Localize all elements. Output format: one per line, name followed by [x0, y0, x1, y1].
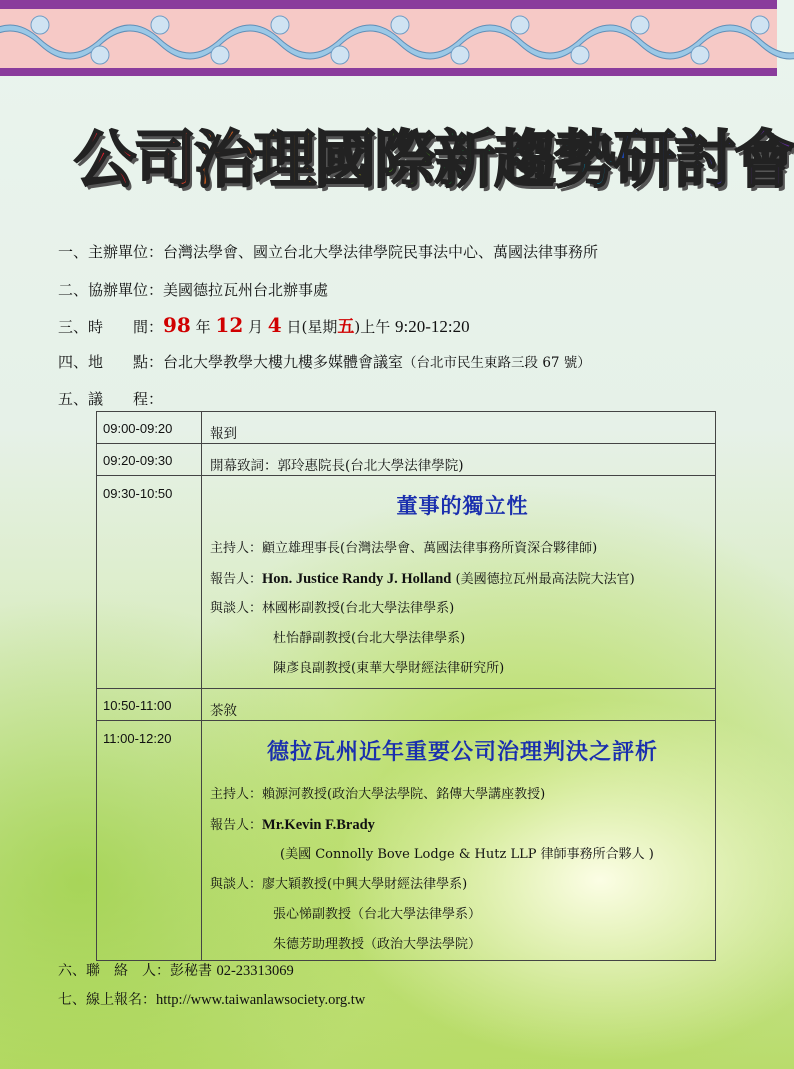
organizer-value: 台灣法學會、國立台北大學法律學院民事法中心、萬國法律事務所: [163, 243, 599, 261]
session-host: 主持人：賴源河教授(政治大學法學院、銘傳大學講座教授): [210, 787, 546, 802]
title-char: 國: [314, 122, 375, 196]
time-line: [58, 315, 470, 337]
time-day: 4: [267, 313, 282, 337]
coorganizer-label: 二、協辦單位：: [58, 281, 164, 299]
agenda-session: [202, 721, 716, 961]
session-panelist: 與談人：廖大穎教授(中興大學財經法律學系): [210, 877, 468, 892]
place-label: 四、地 點：: [58, 353, 164, 371]
agenda-table: [96, 411, 716, 961]
session-title: 董事的獨立性: [396, 493, 529, 518]
title-char: 司: [134, 122, 195, 196]
title-char: 討: [674, 122, 735, 196]
speaker-name: Mr.Kevin F.Brady: [262, 817, 375, 833]
coorganizer-line: [58, 280, 328, 300]
time-month: 12: [215, 313, 244, 337]
speaker-label: 報告人：: [210, 818, 263, 833]
time-range: 9:20-12:20: [394, 317, 470, 336]
session-title: 德拉瓦州近年重要公司治理判決之評析: [266, 739, 658, 765]
time-year-unit: 年: [190, 318, 216, 336]
agenda-row: [97, 476, 716, 689]
agenda-session: [202, 476, 716, 689]
banner-bottom-stripe: [0, 68, 777, 76]
agenda-row: [97, 412, 716, 444]
agenda-time: 11:00-12:20: [97, 721, 202, 961]
place-line: [58, 352, 591, 373]
banner-top-stripe: [0, 0, 777, 9]
agenda-time: 09:00-09:20: [97, 412, 202, 444]
session-panelist: 朱德芳助理教授（政治大學法學院）: [273, 937, 482, 952]
title-char: 治: [194, 122, 255, 196]
poster-title: [74, 104, 794, 204]
coorganizer-value: 美國德拉瓦州台北辦事處: [163, 281, 329, 299]
session-speaker: [210, 564, 715, 594]
organizer-label: 一、主辦單位：: [58, 243, 164, 261]
speaker-org: (美國 Connolly Bove Lodge & Hutz LLP 律師事務所合夥人 ): [280, 847, 654, 862]
speaker-org: (美國德拉瓦州最高法院大法官): [455, 572, 635, 587]
register-label: 七、線上報名：: [58, 992, 156, 1008]
title-char: 會: [734, 122, 794, 196]
title-char: 趨: [494, 122, 555, 196]
title-char: 新: [434, 122, 495, 196]
place-value: 台北大學教學大樓九樓多媒體會議室: [163, 353, 404, 371]
agenda-line: [58, 389, 163, 409]
agenda-desc: 開幕致詞：郭玲惠院長(台北大學法律學院): [202, 444, 716, 476]
session-panelist: 杜怡靜副教授(台北大學法律學系): [273, 631, 466, 646]
time-label: 三、時 間：: [58, 318, 164, 336]
register-line: [58, 989, 365, 1009]
title-char: 公: [74, 122, 135, 196]
session-panelist: 張心悌副教授（台北大學法律學系）: [273, 907, 482, 922]
time-month-unit: 月: [243, 318, 268, 336]
agenda-label: 五、議 程：: [58, 390, 164, 408]
place-address: （台北市民生東路三段 67 號）: [403, 355, 591, 371]
banner-pattern: [0, 9, 777, 68]
title-char: 研: [614, 122, 675, 196]
title-char: 際: [374, 122, 435, 196]
decorative-banner: [0, 0, 777, 76]
register-url[interactable]: http://www.taiwanlawsociety.org.tw: [156, 992, 366, 1008]
contact-line: [58, 960, 294, 980]
session-speaker: [210, 810, 715, 840]
time-year: 98: [163, 313, 191, 337]
title-char: 勢: [554, 122, 615, 196]
agenda-time: 09:30-10:50: [97, 476, 202, 689]
agenda-desc: 茶敘: [202, 689, 716, 721]
contact-phone: 02-23313069: [216, 963, 294, 979]
agenda-desc: 報到: [202, 412, 716, 444]
agenda-row: [97, 444, 716, 476]
speaker-name: Hon. Justice Randy J. Holland: [262, 571, 452, 587]
contact-label: 六、聯 絡 人：彭秘書: [58, 963, 217, 979]
agenda-time: 10:50-11:00: [97, 689, 202, 721]
session-panelist: 陳彥良副教授(東華大學財經法律研究所): [273, 661, 505, 676]
speaker-label: 報告人：: [210, 572, 263, 587]
time-weekday: 五: [337, 317, 355, 337]
session-host: 主持人：顧立雄理事長(台灣法學會、萬國法律事務所資深合夥律師): [210, 541, 598, 556]
session-panelist: 與談人：林國彬副教授(台北大學法律學系): [210, 601, 455, 616]
organizer-line: [58, 242, 598, 262]
time-rest-prefix: )上午: [354, 318, 395, 336]
agenda-row: [97, 689, 716, 721]
time-day-unit: 日(星期: [281, 318, 338, 336]
title-char: 理: [254, 122, 315, 196]
agenda-time: 09:20-09:30: [97, 444, 202, 476]
agenda-row: [97, 721, 716, 961]
